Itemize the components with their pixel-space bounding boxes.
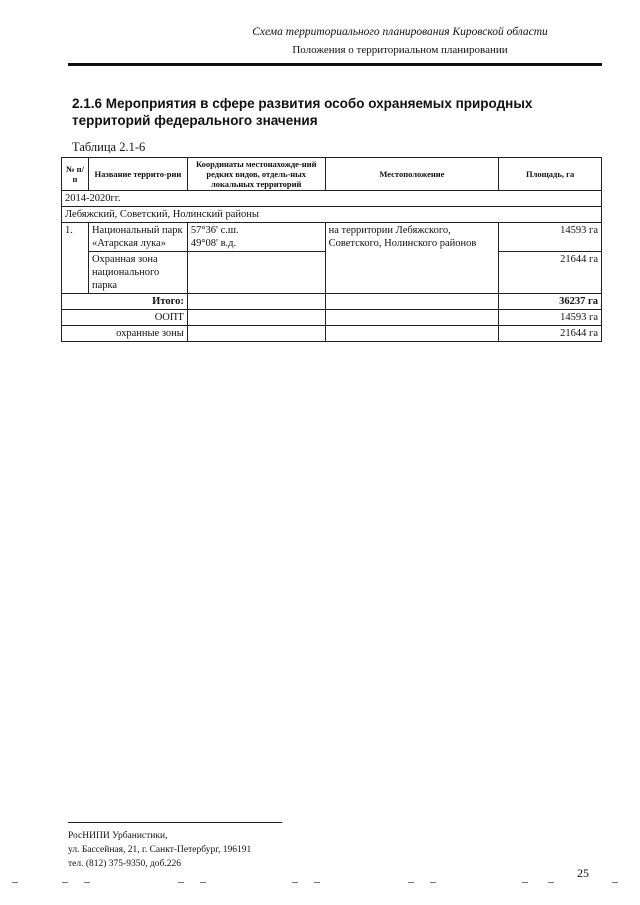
row1-location: на территории Лебяжского, Советского, Нолинского районов <box>325 223 499 294</box>
footer-phone: тел. (812) 375-9350, доб.226 <box>68 859 182 869</box>
footer-org: РосНИПИ Урбанистики, <box>68 831 168 841</box>
page-number: 25 <box>577 866 589 880</box>
period-cell: 2014-2020гг. <box>62 191 602 207</box>
row2-area: 21644 га <box>499 252 602 294</box>
total-empty-2 <box>325 294 499 310</box>
oopt-row <box>62 310 602 326</box>
section-title: 2.1.6 Мероприятия в сфере развития особо охраняемых природных территорий федерального значения <box>72 96 533 128</box>
districts-row <box>62 207 602 223</box>
total-row <box>62 294 602 310</box>
row1-coord-lon: 49°08' в.д. <box>190 238 237 249</box>
oopt-empty-1 <box>187 310 325 326</box>
row2-coords <box>187 252 325 294</box>
period-row <box>62 191 602 207</box>
header-name: Название террито-рии <box>88 158 187 191</box>
header-location: Местоположение <box>325 158 499 191</box>
header-divider <box>68 63 602 66</box>
total-value: 36237 га <box>499 294 602 310</box>
total-empty-1 <box>187 294 325 310</box>
row1-name: Национальный парк «Атарская лука» <box>88 223 187 252</box>
document-header-title: Схема территориального планирования Кировской области <box>252 26 548 38</box>
zones-value: 21644 га <box>499 326 602 342</box>
row2-name: Охранная зона национального парка <box>88 252 187 294</box>
footer-contacts <box>68 829 251 871</box>
row1-area: 14593 га <box>499 223 602 252</box>
districts-cell: Лебяжский, Советский, Нолинский районы <box>62 207 602 223</box>
header-area: Площадь, га <box>499 158 602 191</box>
oopt-empty-2 <box>325 310 499 326</box>
zones-empty-1 <box>187 326 325 342</box>
zones-empty-2 <box>325 326 499 342</box>
table-header-row <box>62 158 602 191</box>
row1-coords <box>187 223 325 252</box>
oopt-label: ООПТ <box>62 310 188 326</box>
row1-num: 1. <box>62 223 89 294</box>
total-label: Итого: <box>62 294 188 310</box>
footer-address: ул. Бассейная, 21, г. Санкт-Петербург, 196191 <box>68 845 252 855</box>
document-header-subtitle: Положения о территориальном планировании <box>292 44 508 56</box>
row1-coord-lat: 57°36' с.ш. <box>190 225 239 236</box>
scan-artifact-marks <box>0 880 640 890</box>
table-caption: Таблица 2.1-6 <box>72 140 146 154</box>
header-num: № п/п <box>62 158 89 191</box>
oopt-value: 14593 га <box>499 310 602 326</box>
measures-table <box>61 157 602 342</box>
zones-label: охранные зоны <box>62 326 188 342</box>
table-row <box>62 223 602 252</box>
header-coords: Координаты местонахожде-ний редких видов, отдель-ных локальных территорий <box>187 158 325 191</box>
footer-divider <box>68 822 282 823</box>
zones-row <box>62 326 602 342</box>
